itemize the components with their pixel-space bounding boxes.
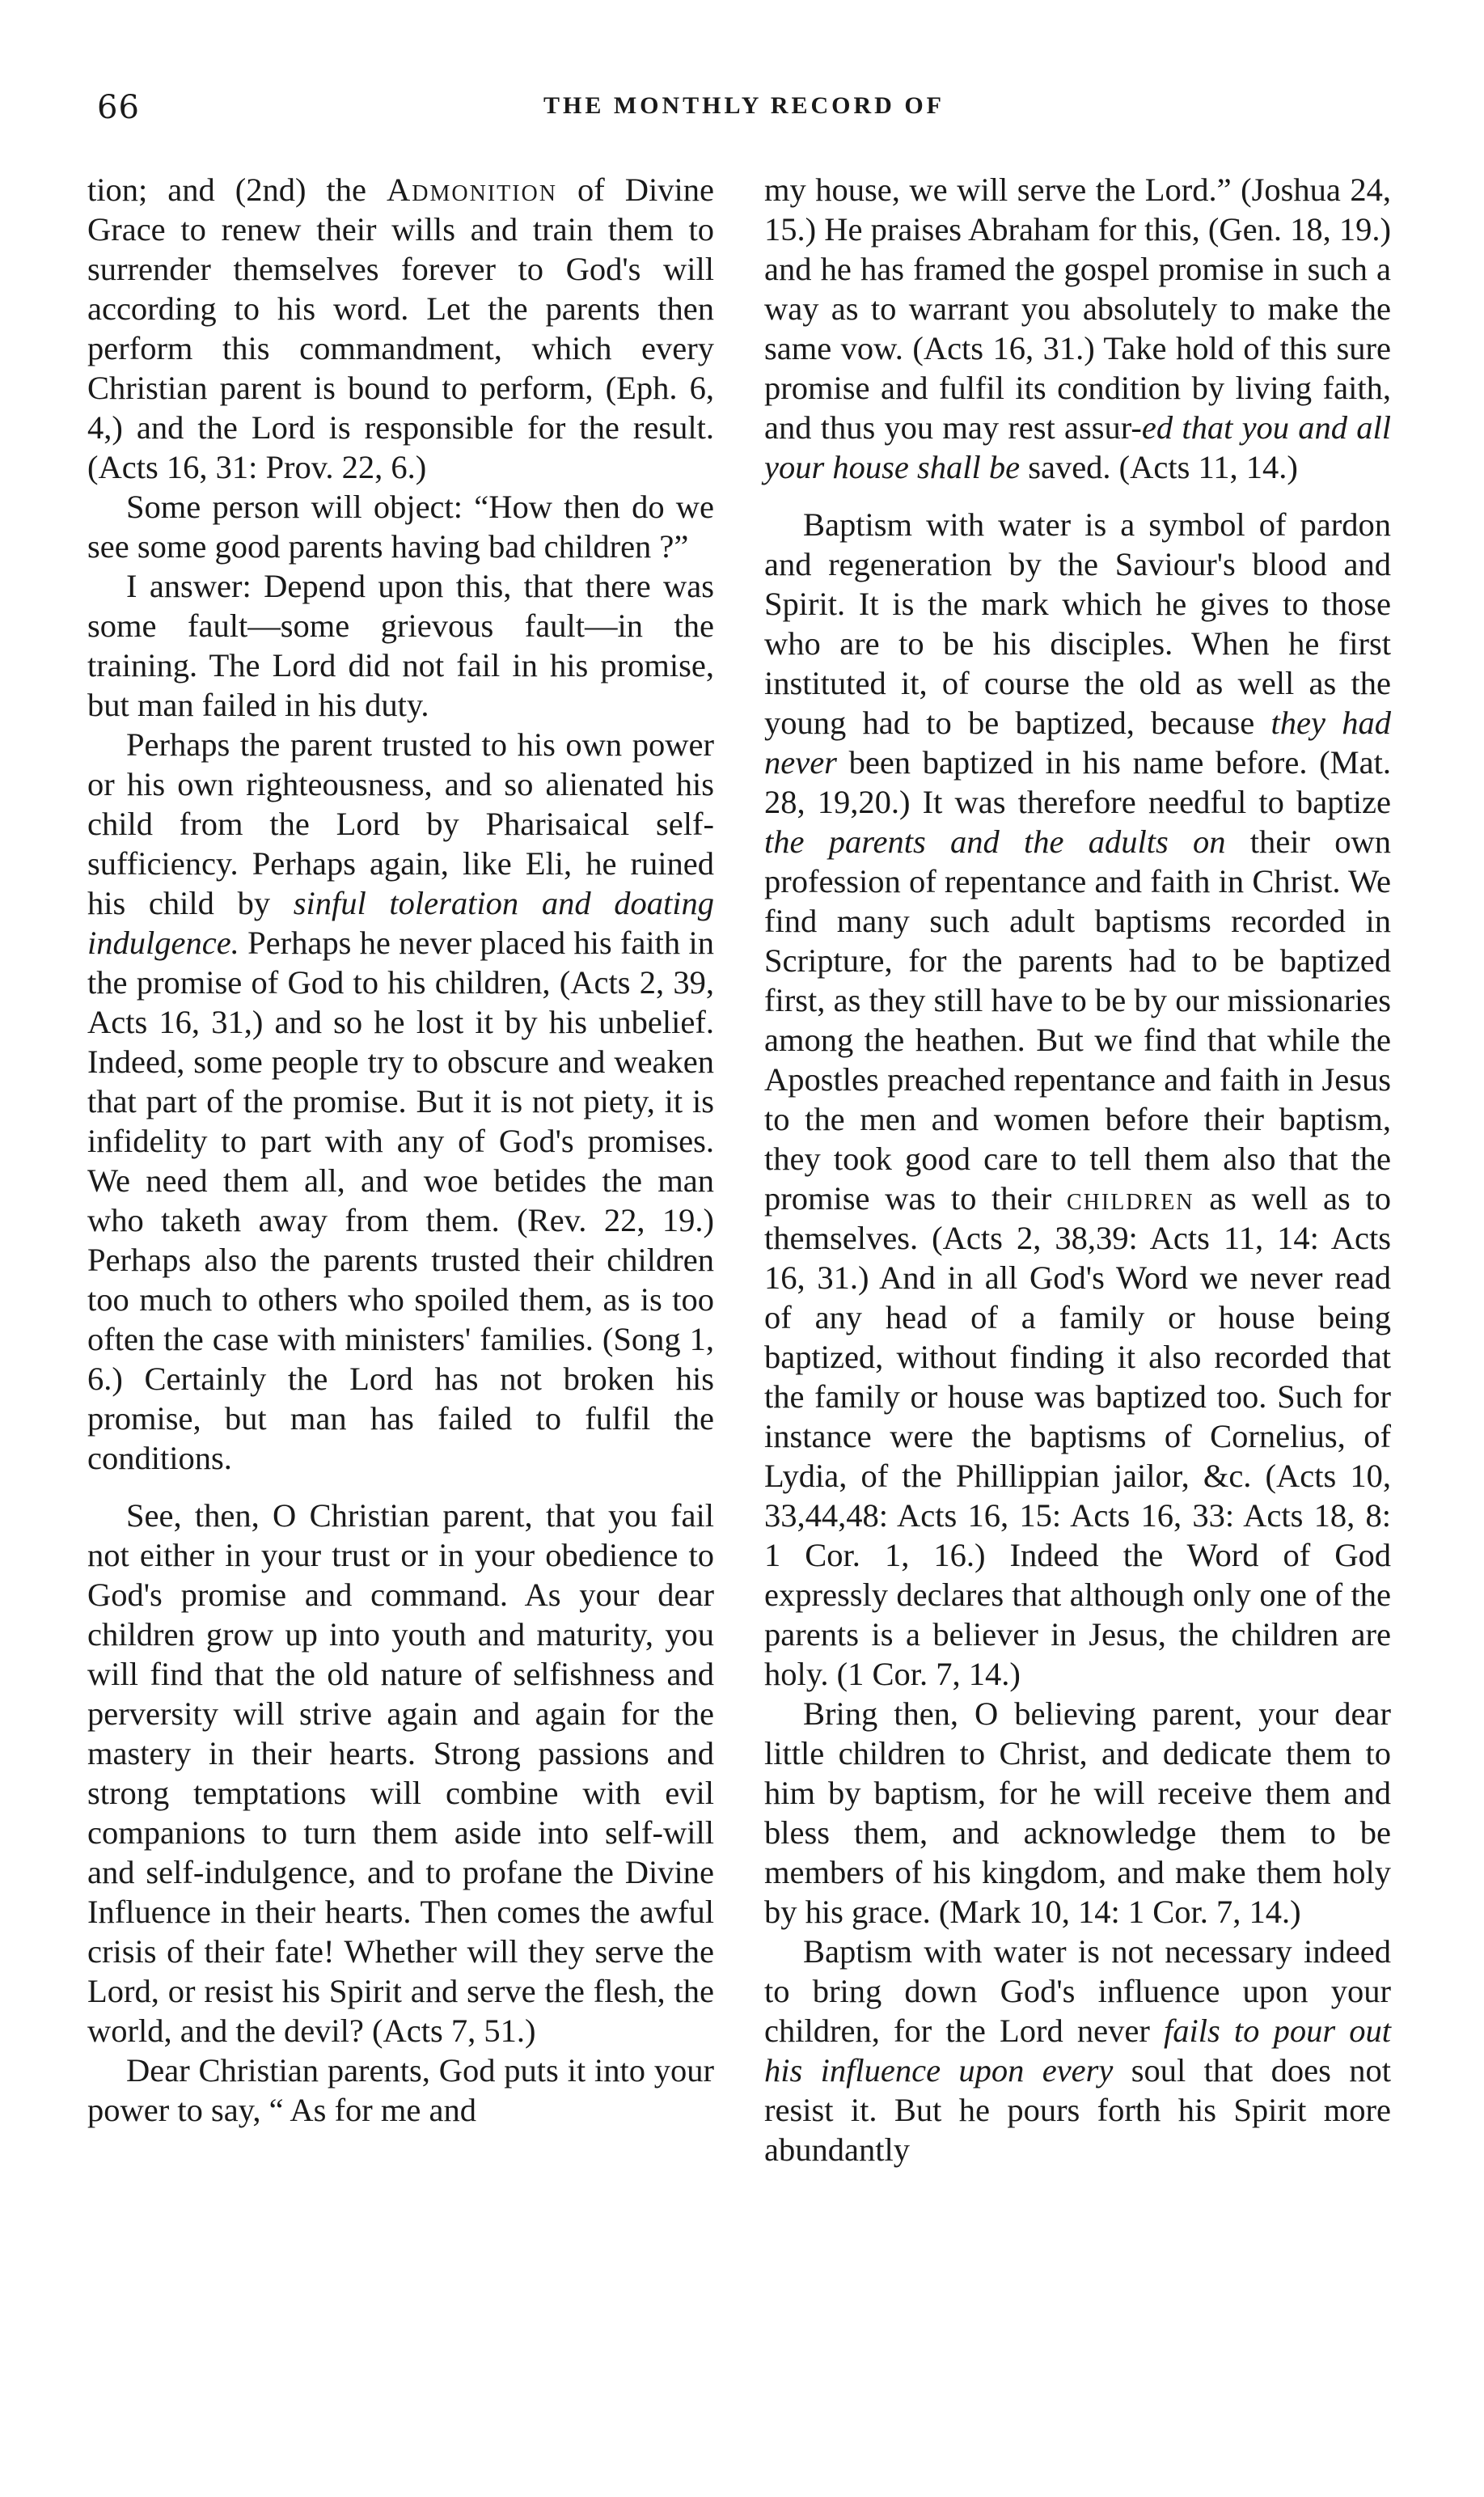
right-column [764, 170, 1391, 2169]
text: tion; and (2nd) the [87, 171, 387, 208]
page-header [97, 89, 1391, 138]
italic-text: sinful toleration and doating indulgence. [87, 885, 714, 961]
paragraph: See, then, O Christian parent, that you fail not either in your trust or in your obedience to God's promise and command. As your dear children grow up into youth and maturity, you will find that the old nature of selfishness and perversity will strive again and again for the mastery in their hearts. Strong passions and strong temptations will combine with evil companions to turn them aside into self-will and self-indulgence, and to profane the Divine Influence in their hearts. Then comes the awful crisis of their fate! Whether will they serve the Lord, or resist his Spirit and serve the flesh, the world, and the devil? (Acts 7, 51.) [87, 1497, 714, 2049]
paragraph: Dear Christian parents, God puts it into your power to say, “ As for me and [87, 2052, 714, 2128]
text: saved. (Acts 11, 14.) [1020, 449, 1298, 485]
text: my house, we will serve the Lord.” (Joshua 24, 15.) He praises Abraham for this, (Gen. 18, 19.) and he has framed the gospel promise in such a way as to warrant you absolutely to make the same vow. (Acts 16, 31.) Take hold of this sure promise and fulfil its condition by living faith, and thus you may rest assur- [764, 171, 1391, 446]
left-column [87, 170, 714, 2130]
text: as well as to themselves. (Acts 2, 38,39: Acts 11, 14: Acts 16, 31.) And in all God's Word we never read of any head of a family or house being baptized, without finding it also recorded that the family or house was baptized too. Such for instance were the baptisms of Cornelius, of Lydia, of the Phillippian jailor, &c. (Acts 10, 33,44,48: Acts 16, 15: Acts 16, 33: Acts 18, 8: 1 Cor. 1, 16.) Indeed the Word of God expressly declares that although only one of the parents is a believer in Jesus, the children are holy. (1 Cor. 7, 14.) [764, 1180, 1391, 1692]
paragraph [764, 170, 1391, 487]
text: Baptism with water is not necessary indeed to bring down God's influence upon your children, for the Lord never [764, 1933, 1391, 2049]
text: been baptized in his name before. (Mat. 28, 19,20.) It was therefore needful to baptize [764, 744, 1391, 820]
text: Perhaps he never placed his faith in the promise of God to his children, (Acts 2, 39, Acts 16, 31,) and so he lost it by his unbelief. Indeed, some people try to obscure and weaken that part of the promise. But it is not piety, it is infidelity to part with any of God's promises. We need them all, and woe betides the man who taketh away from them. (Rev. 22, 19.) Perhaps also the parents trusted their children too much to others who spoiled them, as is too often the case with ministers' families. (Song 1, 6.) Certainly the Lord has not broken his promise, but man has failed to fulfil the conditions. [87, 925, 714, 1476]
paragraph: Bring then, O believing parent, your dear little children to Christ, and dedicate them to him by baptism, for he will receive them and bless them, and acknowledge them to be members of his kingdom, and make them holy by his grace. (Mark 10, 14: 1 Cor. 7, 14.) [764, 1695, 1391, 1930]
text: Perhaps the parent trusted to his own power or his own righteousness, and so alienated his child from the Lord by Pharisaical self-sufficiency. Perhaps again, like Eli, he ruined his child by [87, 726, 714, 921]
italic-text: they had never [764, 705, 1391, 781]
text: of Divine Grace to renew their wills and train them to surrender themselves forever to God's will according to his word. Let the parents then perform this commandment, which every Christian parent is bound to perform, (Eph. 6, 4,) and the Lord is responsible for the result. (Acts 16, 31: Prov. 22, 6.) [87, 171, 714, 485]
text: Baptism with water is a symbol of pardon and regeneration by the Saviour's blood and Spirit. It is the mark which he gives to those who are to be his disciples. When he first instituted it, of course the old as well as the young had to be baptized, because [764, 506, 1391, 741]
small-caps-text: children [1066, 1180, 1194, 1217]
paragraph [764, 505, 1391, 1694]
paragraph: Some person will object: “How then do we see some good parents having bad children ?” [87, 489, 714, 565]
running-title: THE MONTHLY RECORD OF [543, 92, 945, 119]
text: their own profession of repentance and faith in Christ. We find many such adult baptisms recorded in Scripture, for the parents had to be baptized first, as they still have to be by our missionaries among the heathen. But we find that while the Apostles preached repentance and faith in Jesus to the men and women before their baptism, they took good care to tell them also that the promise was to their [764, 823, 1391, 1217]
paragraph [764, 1932, 1391, 2169]
italic-text: fails to pour out his influence upon every [764, 2012, 1391, 2089]
paragraph [87, 170, 714, 487]
page-number: 66 [97, 89, 140, 126]
italic-text: ed that you and all your house shall be [764, 409, 1391, 485]
text: soul that does not resist it. But he pours forth his Spirit more abundantly [764, 2052, 1391, 2168]
paragraph: I answer: Depend upon this, that there was some fault—some grievous fault—in the training. The Lord did not fail in his promise, but man failed in his duty. [87, 568, 714, 723]
italic-text: the parents and the adults on [764, 823, 1226, 860]
paragraph [87, 725, 714, 1478]
small-caps-text: Admonition [387, 171, 557, 208]
